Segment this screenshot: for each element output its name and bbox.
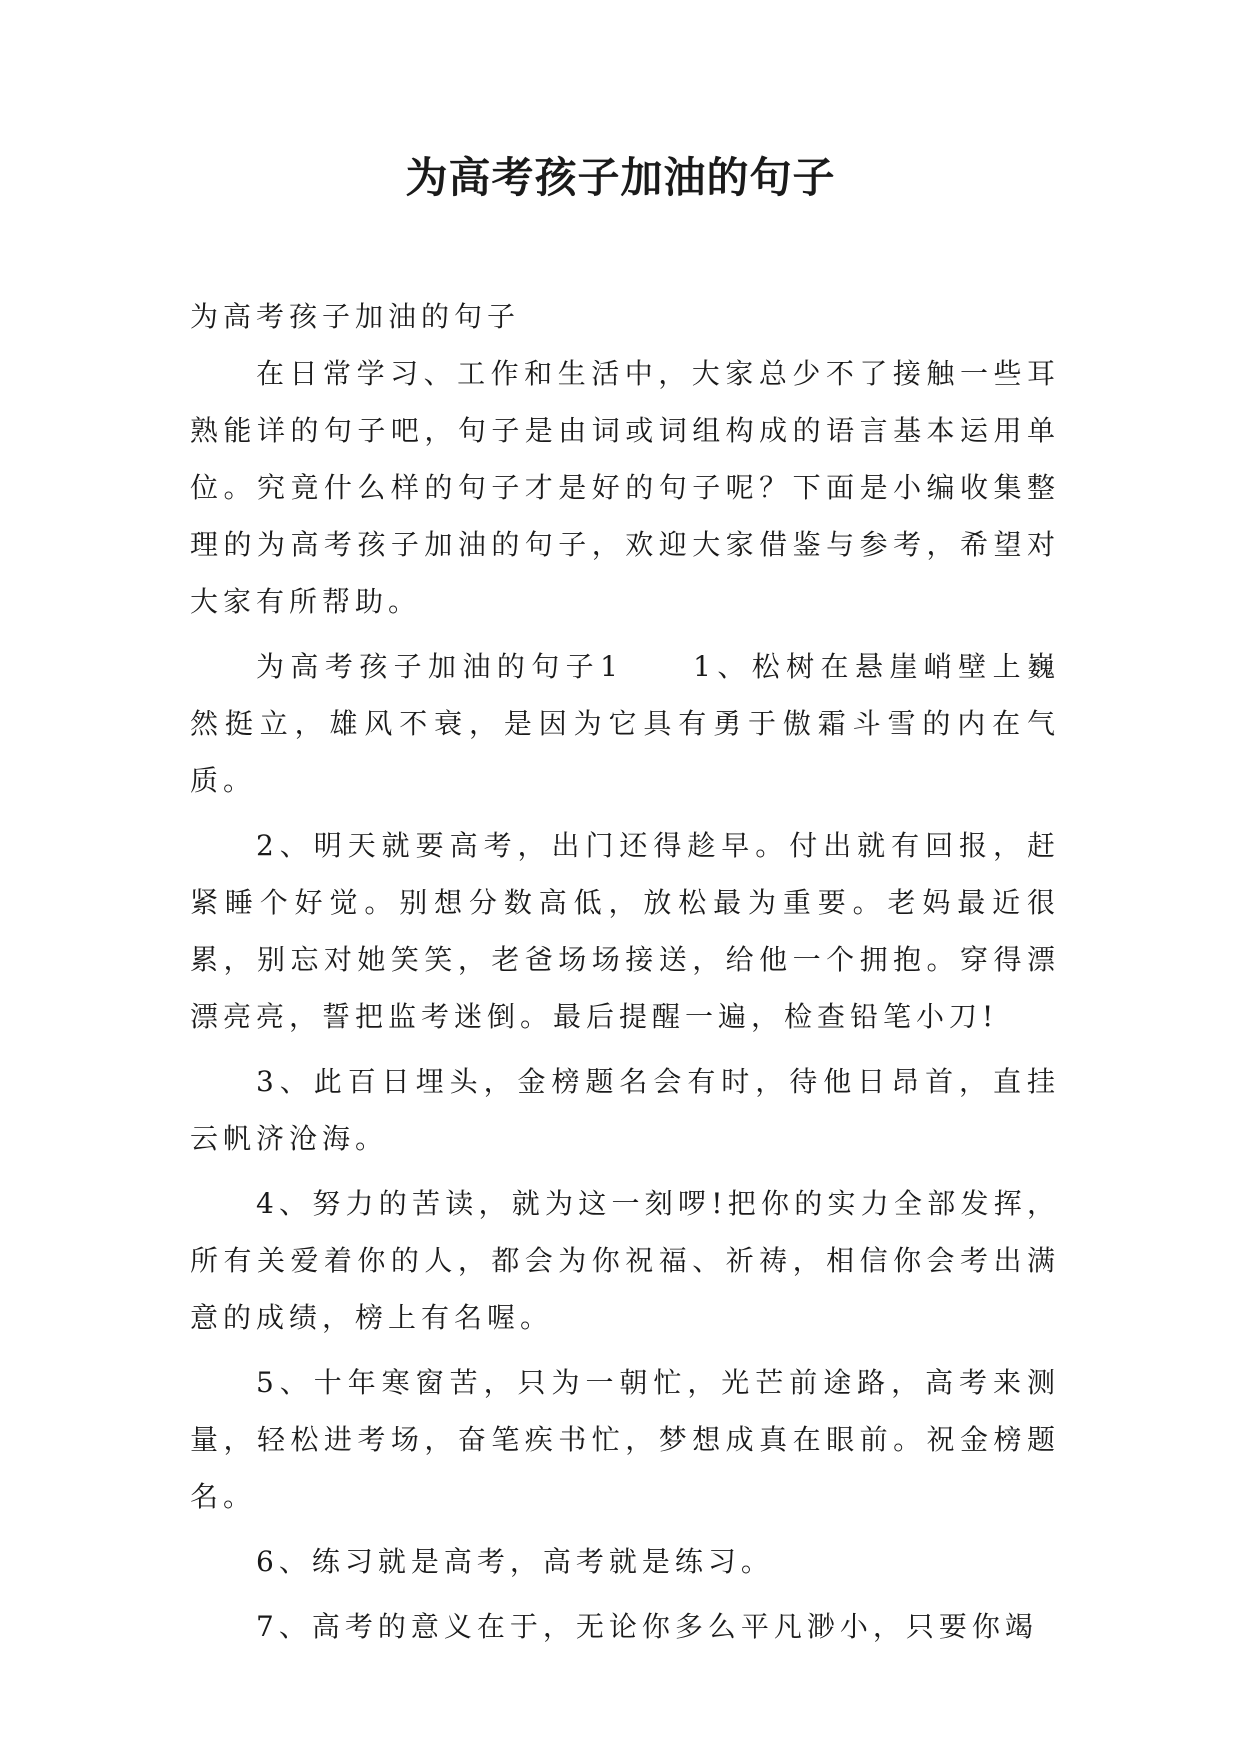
sentence-paragraph-4: 4、努力的苦读，就为这一刻啰!把你的实力全部发挥，所有关爱着你的人，都会为你祝福、祈祷，相信你会考出满意的成绩，榜上有名喔。 <box>190 1187 1060 1334</box>
sentence-paragraph-7: 7、高考的意义在于，无论你多么平凡渺小，只要你竭 <box>256 1610 1038 1643</box>
sentence-paragraph-1: 为高考孩子加油的句子1 1、松树在悬崖峭壁上巍然挺立，雄风不衰，是因为它具有勇于傲霜斗雪的内在气质。 <box>190 650 1060 797</box>
intro-paragraph: 在日常学习、工作和生活中，大家总少不了接触一些耳熟能详的句子吧，句子是由词或词组构成的语言基本运用单位。究竟什么样的句子才是好的句子呢？下面是小编收集整理的为高考孩子加油的句子，欢迎大家借鉴与参考，希望对大家有所帮助。 <box>190 357 1060 618</box>
body-heading: 为高考孩子加油的句子 <box>190 300 521 333</box>
sentence-paragraph-3: 3、此百日埋头，金榜题名会有时，待他日昂首，直挂云帆济沧海。 <box>190 1065 1060 1155</box>
sentence-paragraph-2: 2、明天就要高考，出门还得趁早。付出就有回报，赶紧睡个好觉。别想分数高低，放松最为重要。老妈最近很累，别忘对她笑笑，老爸场场接送，给他一个拥抱。穿得漂漂亮亮，誓把监考迷倒。最后提醒一遍，检查铅笔小刀! <box>190 829 1060 1033</box>
sentence-paragraph-5: 5、十年寒窗苦，只为一朝忙，光芒前途路，高考来测量，轻松进考场，奋笔疾书忙，梦想成真在眼前。祝金榜题名。 <box>190 1366 1060 1513</box>
sentence-paragraph-6: 6、练习就是高考，高考就是练习。 <box>256 1545 774 1578</box>
document-body <box>190 288 1060 1655</box>
document-title: 为高考孩子加油的句子 <box>405 153 836 202</box>
